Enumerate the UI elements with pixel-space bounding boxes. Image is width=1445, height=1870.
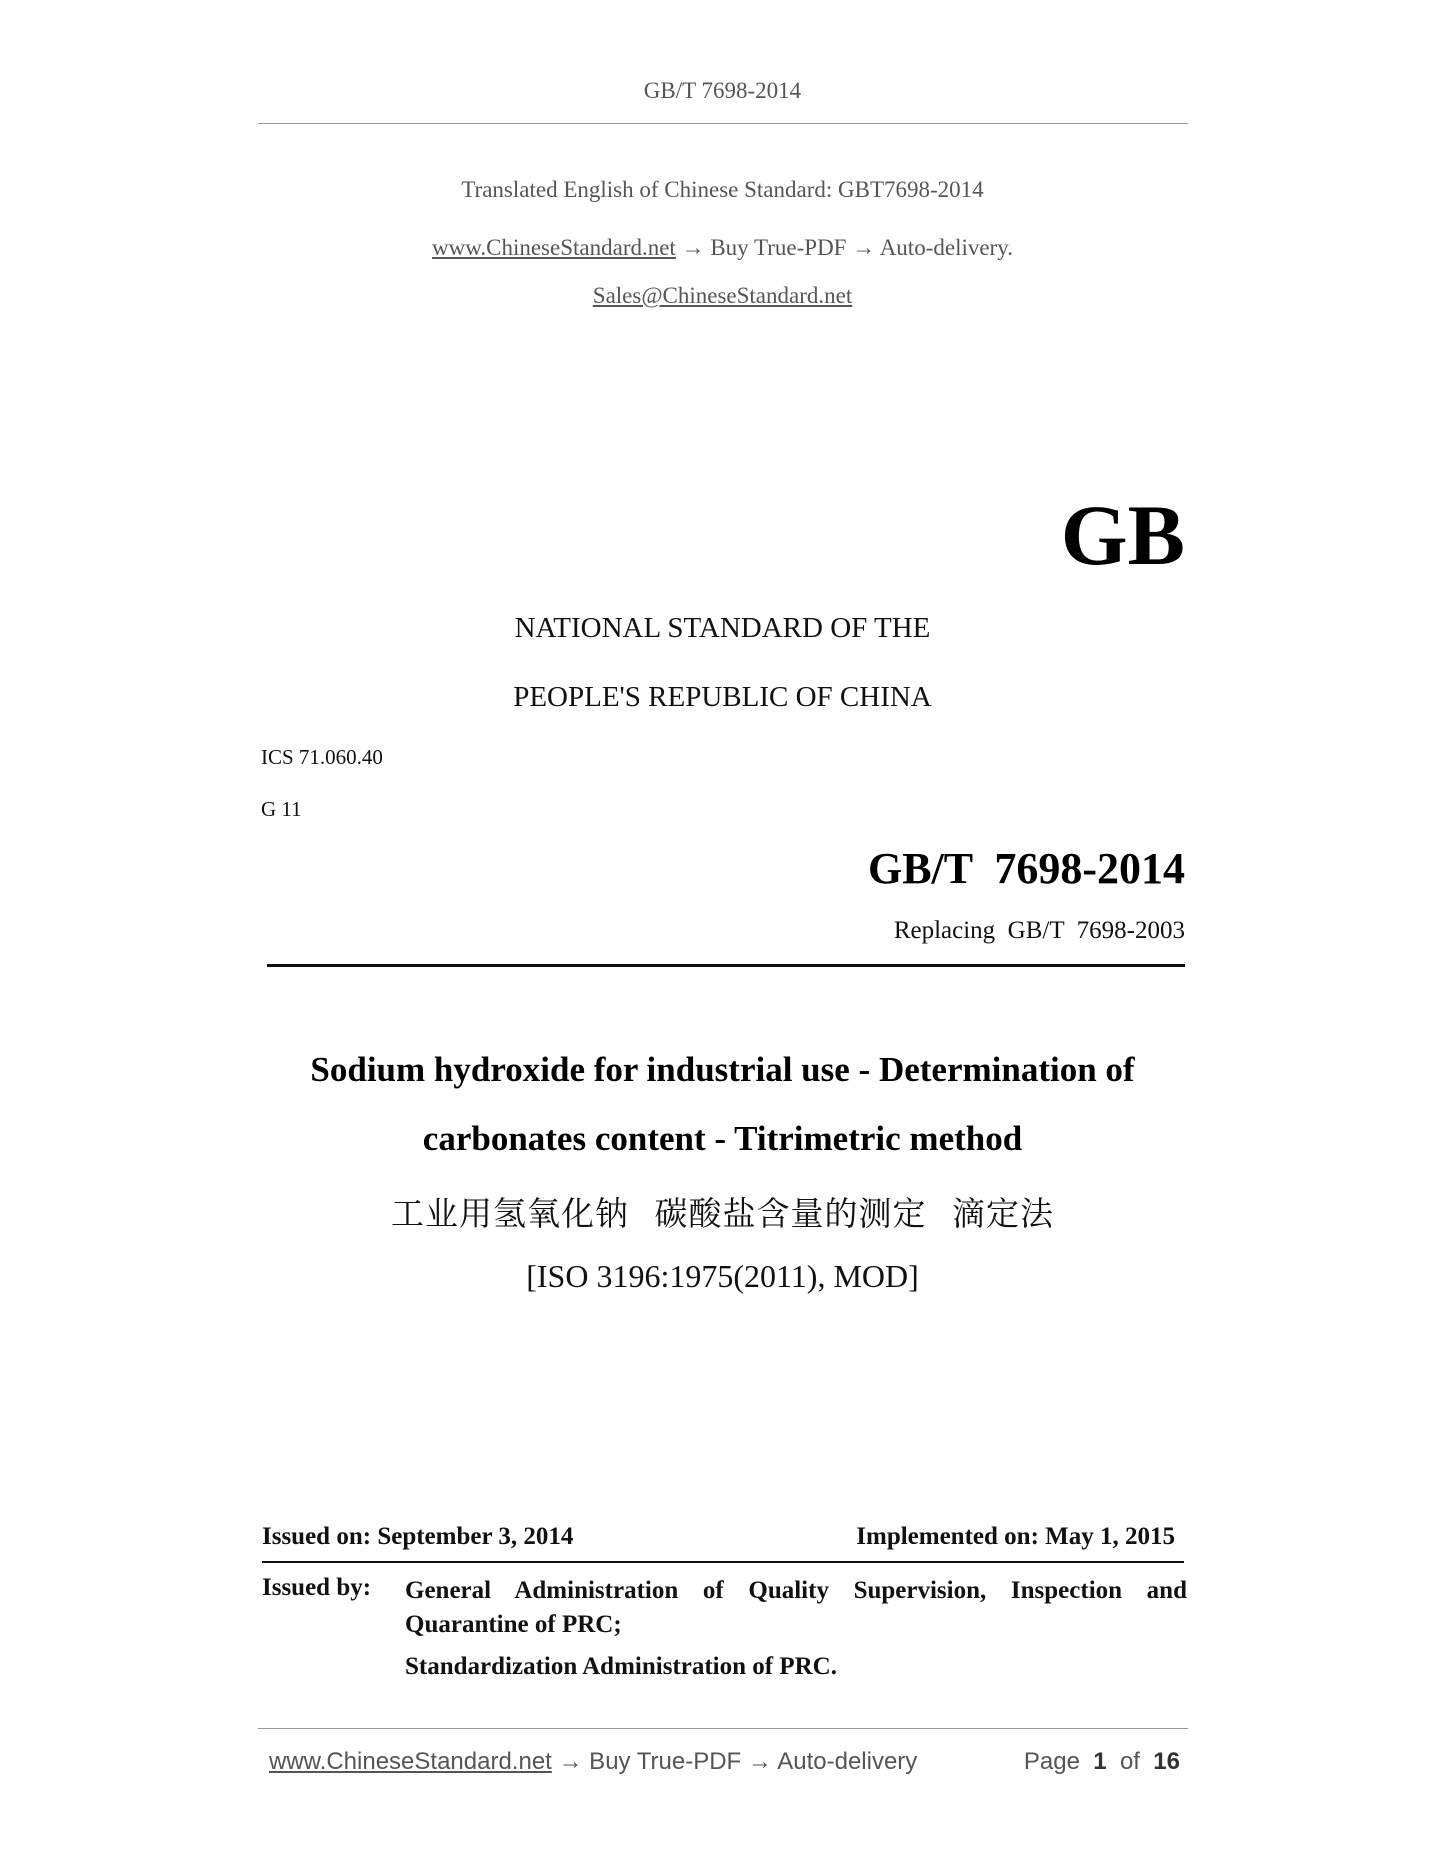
national-standard-line-2: PEOPLE'S REPUBLIC OF CHINA [513, 681, 932, 713]
implemented-on-date: Implemented on: May 1, 2015 [856, 1523, 1175, 1550]
gb-logo: GB [1060, 487, 1185, 583]
cover-divider [267, 964, 1185, 967]
standard-number: GB/T 7698-2014 [867, 844, 1185, 893]
iso-reference: [ISO 3196:1975(2011), MOD] [526, 1258, 919, 1294]
title-line-2: carbonates content - Titrimetric method [422, 1119, 1023, 1158]
translated-notice: Translated English of Chinese Standard: GBT7698-2014 [461, 177, 984, 202]
page-indicator [1024, 1748, 1180, 1776]
issuer-line-1: General Administration of Quality Supervision, Inspection and [405, 1577, 1187, 1604]
page-total: 16 [1153, 1748, 1180, 1775]
title-chinese: 工业用氢氧化钠 碳酸盐含量的测定 滴定法 [391, 1194, 1054, 1233]
page-current: 1 [1093, 1748, 1107, 1775]
site-link[interactable]: www.ChineseStandard.net [432, 235, 676, 260]
issuer-line-3: Standardization Administration of PRC. [405, 1653, 837, 1680]
header-divider [258, 123, 1188, 124]
page-label: Page [1023, 1748, 1094, 1775]
issuer-line-2: Quarantine of PRC; [405, 1611, 622, 1638]
issued-on-date: Issued on: September 3, 2014 [262, 1523, 574, 1550]
sales-email-link[interactable]: Sales@ChineseStandard.net [592, 283, 853, 308]
sales-line [0, 283, 1445, 309]
issue-divider [262, 1561, 1184, 1563]
g-classification: G 11 [261, 797, 302, 821]
buy-line [0, 235, 1445, 261]
title-line-1: Sodium hydroxide for industrial use - Determination of [310, 1050, 1135, 1089]
replacing-standard: Replacing GB/T 7698-2003 [893, 917, 1185, 944]
footer-divider [258, 1728, 1188, 1729]
footer-buy-line [269, 1748, 917, 1776]
footer-buy-text: → Buy True-PDF → Auto-delivery [551, 1748, 918, 1775]
national-standard-line-1: NATIONAL STANDARD OF THE [514, 612, 931, 644]
running-header: GB/T 7698-2014 [643, 78, 802, 103]
ics-code: ICS 71.060.40 [261, 745, 383, 769]
footer-site-link[interactable]: www.ChineseStandard.net [269, 1748, 552, 1775]
buy-text: → Buy True-PDF → Auto-delivery. [675, 235, 1013, 260]
issued-by-block [405, 1574, 1187, 1684]
issued-by-label: Issued by: [262, 1574, 372, 1601]
page-of: of [1106, 1748, 1154, 1775]
